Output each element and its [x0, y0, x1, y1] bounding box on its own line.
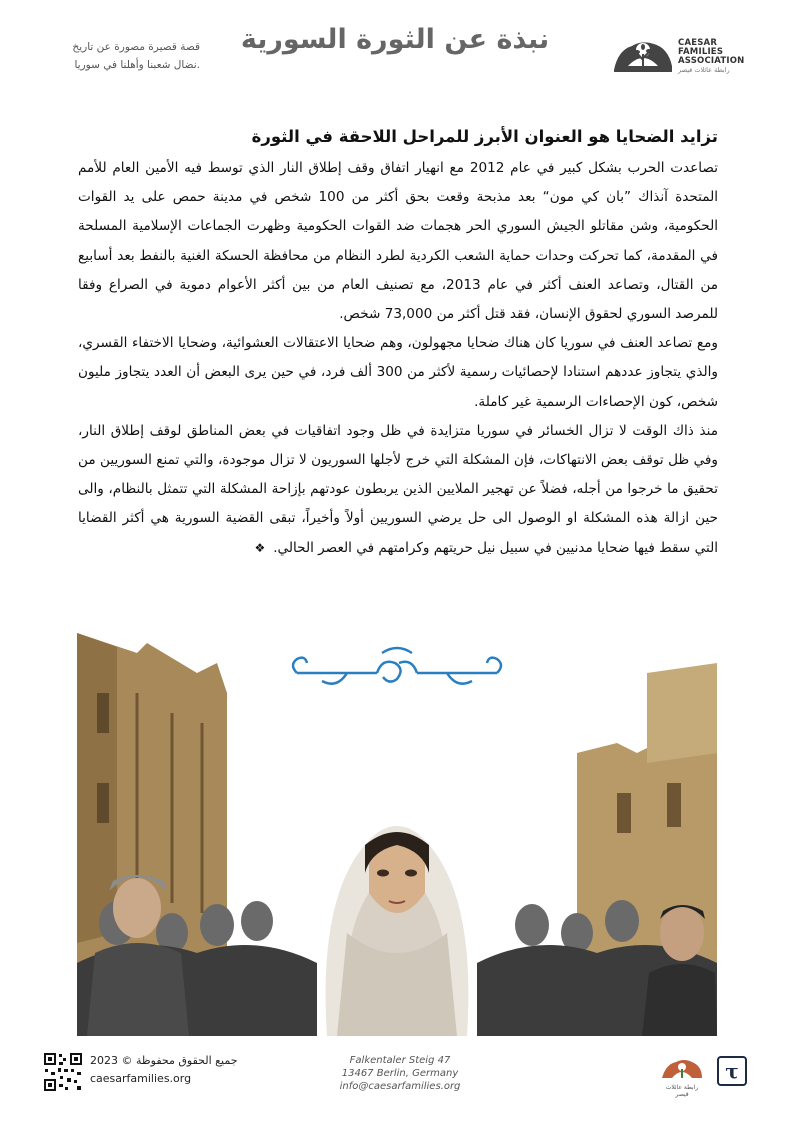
footer-caesar-logo-icon: [660, 1058, 704, 1098]
tagline-line-1: قصة قصيرة مصورة عن تاريخ: [72, 41, 200, 53]
copyright-text: جميع الحقوق محفوظة © 2023: [90, 1054, 238, 1067]
article-body: [78, 124, 718, 563]
t-brand-icon: [717, 1056, 747, 1086]
t-brand-glyph: τ: [725, 1059, 739, 1083]
logo-english-name: CAESAR FAMILIES ASSOCIATION: [678, 38, 745, 66]
qr-code-icon[interactable]: [43, 1052, 83, 1092]
hands-tree-icon: [612, 36, 674, 76]
email-link[interactable]: info@caesarfamilies.org: [339, 1081, 461, 1092]
tagline-line-2: نضال شعبنا وأهلنا في سوريا.: [74, 59, 200, 71]
end-mark: ❖: [254, 540, 266, 555]
page-footer: [0, 1040, 794, 1123]
address-block: [320, 1054, 480, 1093]
page-title: نبذة عن الثورة السورية: [240, 24, 550, 55]
footer-logo-arabic: رابطة عائلات قيصر: [665, 1084, 699, 1098]
address-line-2: 13467 Berlin, Germany: [341, 1068, 459, 1079]
header-tagline: [40, 38, 200, 74]
website-link[interactable]: caesarfamilies.org: [90, 1072, 192, 1085]
logo-arabic-name: رابطة عائلات قيصر: [678, 66, 730, 74]
paragraph-3-text: منذ ذاك الوقت لا تزال الخسائر في سوريا متزايدة في ظل وجود اتفاقيات في بعض المناطق لوقف إطلاق النار، وفي ظل توقف بعض الانتهاكات، فإن المشكلة التي خرج لأجلها السوريون لا تزال موجودة، والتي تمنع السوريين من تحقيق ما خرجوا من أجله، فضلاً عن تهجير الملايين الذين يربطون عودتهم بإزاحة المشكلة التي تتمثل بالنظام، والى حين ازالة هذه المشكلة او الوصول الى حل يرضي السوريين أولاً وأخيراً، تبقى القضية السورية هي أكثر القضايا التي سقط فيها ضحايا مدنيين في سبيل نيل حريتهم وكرامتهم في العصر الحالي.: [78, 422, 718, 556]
address-line-1: Falkentaler Steig 47: [349, 1055, 451, 1066]
paragraph-1: تصاعدت الحرب بشكل كبير في عام 2012 مع انهيار اتفاق وقف إطلاق النار الذي توسط فيه الأمين العام للأمم المتحدة آنذاك ”بان كي مون“ بعد مذبحة وقعت بحق أكثر من 100 شخص في مدينة حمص على يد القوات الحكومية، وشن مقاتلو الجيش السوري الحر هجمات ضد القوات الحكومية وظهرت الجماعات الإسلامية المسلحة في المقدمة، كما تحركت وحدات حماية الشعب الكردية لطرد النظام من محافظة الحسكة الغنية بالنفط بعد أسابيع من القتال، وتصاعد العنف أكثر في عام 2013، مع تصنيف العام من بين أكثر الأعوام دموية في الصراع وفقا للمرصد السوري لحقوق الإنسان، فقد قتل أكثر من 73,000 شخص.: [78, 160, 719, 323]
crowd-scene-image: [77, 633, 717, 1036]
protest-illustration: [77, 633, 717, 1036]
section-heading: تزايد الضحايا هو العنوان الأبرز للمراحل اللاحقة في الثورة: [251, 127, 718, 146]
page-header: [0, 0, 794, 90]
paragraph-2: ومع تصاعد العنف في سوريا كان هناك ضحايا مجهولون، وهم ضحايا الاعتقالات العشوائية، وضحايا الاختفاء القسري، والذي يتجاوز عددهم استنادا لإحصائيات رسمية لأكثر من 300 ألف فرد، في حين يرى البعض أن العدد يتجاوز مليون شخص، كون الإحصاءات الرسمية غير كاملة.: [78, 335, 718, 410]
caesar-families-logo: [612, 36, 762, 76]
paragraph-3: [78, 417, 718, 563]
